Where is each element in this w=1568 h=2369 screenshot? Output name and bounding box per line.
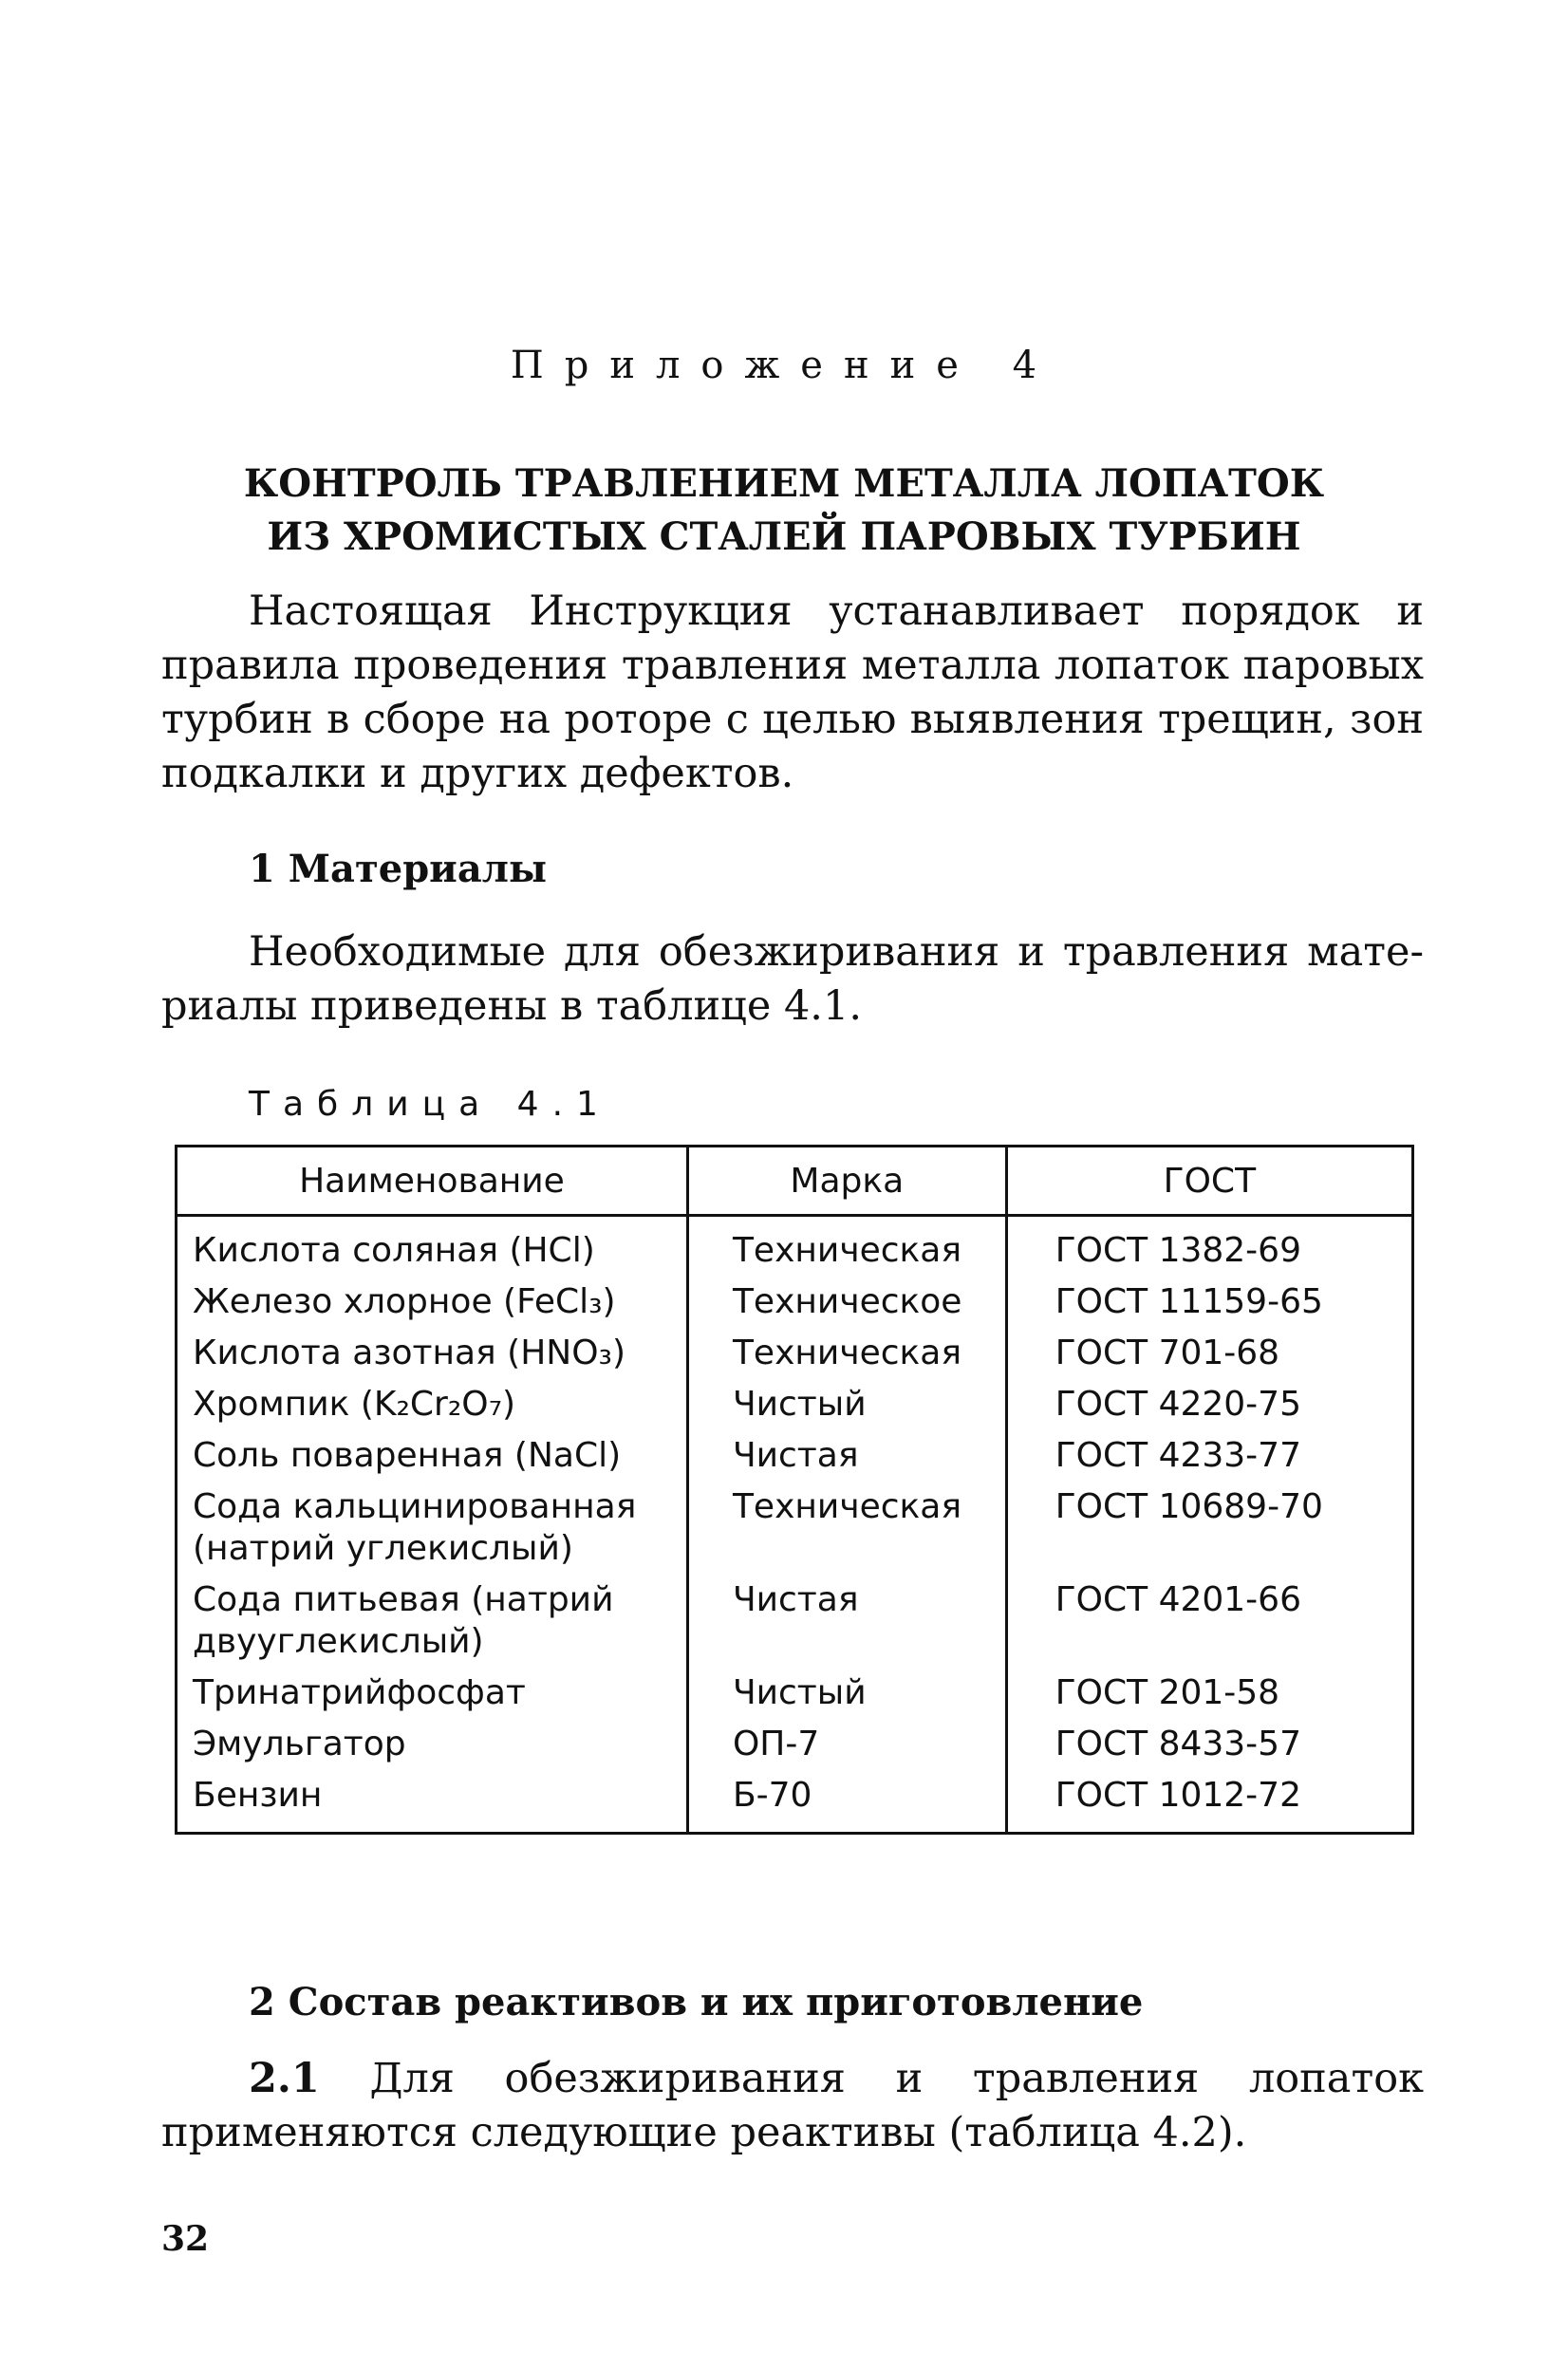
cell-gost: ГОСТ 701-68 (1006, 1329, 1412, 1380)
table-row (177, 1278, 1413, 1329)
cell-name: Хромпик (K₂Cr₂O₇) (177, 1380, 688, 1431)
cell-grade: Б-70 (687, 1771, 1006, 1834)
section-1-text: Необходимые для обезжиривания и травления материалы приведены в таблице 4.1. (161, 928, 1424, 1030)
materials-table (175, 1145, 1414, 1835)
title-line-1: КОНТРОЛЬ ТРАВЛЕНИЕМ МЕТАЛЛА ЛОПАТОК (243, 461, 1325, 506)
cell-grade: ОП-7 (687, 1720, 1006, 1771)
section-2-1-text: Для обезжиривания и травления лопаток применяются следующие реактивы (таблица 4.2). (161, 2055, 1424, 2156)
section-1-heading: 1 Материалы (249, 847, 548, 891)
cell-gost: ГОСТ 1382-69 (1006, 1216, 1412, 1278)
header-grade: Марка (687, 1147, 1006, 1216)
cell-gost: ГОСТ 10689-70 (1006, 1483, 1412, 1576)
header-gost: ГОСТ (1006, 1147, 1412, 1216)
table-row (177, 1431, 1413, 1483)
cell-grade: Техническая (687, 1329, 1006, 1380)
cell-name: Эмульгатор (177, 1720, 688, 1771)
title-line-2: ИЗ ХРОМИСТЫХ СТАЛЕЙ ПАРОВЫХ ТУРБИН (267, 514, 1301, 559)
cell-grade: Чистая (687, 1431, 1006, 1483)
cell-grade: Чистая (687, 1576, 1006, 1669)
appendix-label: Приложение 4 (510, 344, 1058, 387)
cell-name: Бензин (177, 1771, 688, 1834)
cell-grade: Чистый (687, 1669, 1006, 1720)
cell-gost: ГОСТ 4233-77 (1006, 1431, 1412, 1483)
intro-paragraph-text: Настоящая Инструкция устанавливает порядок и правила проведения травления металла лопаток паровых турбин в сборе на роторе с целью выявления трещин, зон подкалки и других дефектов. (161, 588, 1424, 797)
cell-name: Сода кальцинированная (натрий углекислый) (177, 1483, 688, 1576)
cell-name: Сода питьевая (натрий двууглекислый) (177, 1576, 688, 1669)
intro-paragraph (161, 585, 1424, 801)
cell-name: Кислота азотная (HNO₃) (177, 1329, 688, 1380)
section-2-1-number: 2.1 (249, 2055, 320, 2102)
table-caption: Таблица 4.1 (249, 1085, 611, 1124)
cell-gost: ГОСТ 4201-66 (1006, 1576, 1412, 1669)
table-row (177, 1720, 1413, 1771)
table-row (177, 1216, 1413, 1278)
table-row (177, 1380, 1413, 1431)
cell-name: Тринатрийфосфат (177, 1669, 688, 1720)
table-row (177, 1669, 1413, 1720)
header-name: Наименование (177, 1147, 688, 1216)
section-2-1-paragraph (161, 2052, 1424, 2160)
cell-grade: Чистый (687, 1380, 1006, 1431)
cell-grade: Техническое (687, 1278, 1006, 1329)
cell-gost: ГОСТ 1012-72 (1006, 1771, 1412, 1834)
document-title (0, 457, 1568, 564)
table-row (177, 1329, 1413, 1380)
cell-gost: ГОСТ 4220-75 (1006, 1380, 1412, 1431)
cell-gost: ГОСТ 11159-65 (1006, 1278, 1412, 1329)
table-row (177, 1576, 1413, 1669)
section-1-paragraph (161, 925, 1424, 1034)
cell-name: Железо хлорное (FeCl₃) (177, 1278, 688, 1329)
cell-name: Соль поваренная (NaCl) (177, 1431, 688, 1483)
page-number: 32 (161, 2219, 210, 2259)
cell-grade: Техническая (687, 1483, 1006, 1576)
table-header-row (177, 1147, 1413, 1216)
table-row (177, 1483, 1413, 1576)
cell-name: Кислота соляная (HCl) (177, 1216, 688, 1278)
cell-gost: ГОСТ 201-58 (1006, 1669, 1412, 1720)
cell-grade: Техническая (687, 1216, 1006, 1278)
cell-gost: ГОСТ 8433-57 (1006, 1720, 1412, 1771)
table-row (177, 1771, 1413, 1834)
section-2-heading: 2 Состав реактивов и их приготовление (249, 1980, 1144, 2024)
